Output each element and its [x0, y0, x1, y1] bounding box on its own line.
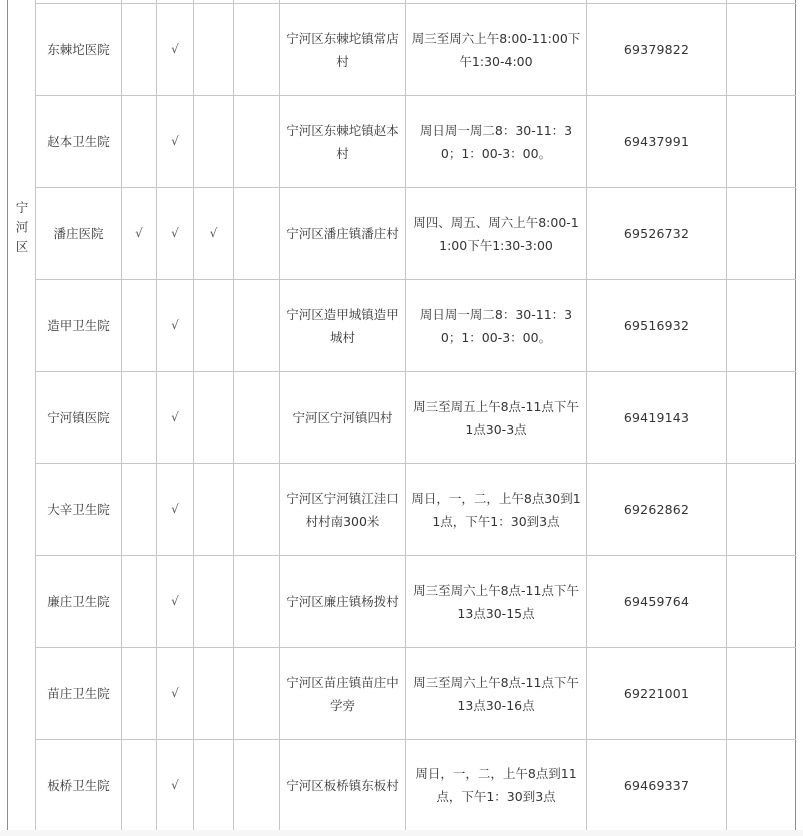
service-hours: 周日周一周二8：30-11：30；1：00-3：00。 — [419, 122, 573, 161]
service-hours: 周日，一，二，上午8点30到11点，下午1：30到3点 — [411, 490, 581, 529]
table-right-border — [795, 0, 796, 830]
column-divider — [233, 0, 234, 830]
phone-number[interactable]: 69221001 — [623, 686, 690, 701]
service-hours: 周日，一，二，上午8点到11点，下午1：30到3点 — [415, 766, 577, 804]
hospital-address: 宁河区苗庄镇苗庄中学旁 — [286, 674, 399, 713]
column-divider — [121, 0, 122, 830]
phone-number[interactable]: 69437991 — [623, 134, 690, 149]
hospital-address: 宁河区造甲城镇造甲城村 — [286, 306, 399, 345]
service-hours: 周三至周五上午8点-11点下午1点30-3点 — [413, 398, 579, 437]
service-hours: 周三至周六上午8点-11点下午13点30-15点 — [413, 582, 579, 621]
hospital-address: 宁河区板桥镇东板村 — [286, 777, 399, 793]
hospital-name: 板桥卫生院 — [47, 777, 110, 793]
hospital-name: 苗庄卫生院 — [47, 686, 110, 701]
service-check-mark: √ — [171, 318, 179, 332]
service-check-mark: √ — [171, 42, 179, 56]
service-check-mark: √ — [171, 226, 179, 240]
phone-number[interactable]: 69262862 — [623, 502, 690, 517]
column-divider — [726, 0, 727, 830]
hospital-name: 宁河镇医院 — [47, 410, 110, 425]
service-hours: 周三至周六上午8:00-11:00下午1:30-4:00 — [411, 30, 581, 69]
phone-number[interactable]: 69419143 — [623, 410, 690, 425]
service-check-mark: √ — [171, 502, 179, 516]
hospital-name: 大辛卫生院 — [47, 502, 110, 517]
district-cell: 宁河区 — [14, 200, 29, 260]
hospital-address: 宁河区宁河镇江洼口村村南300米 — [286, 490, 399, 529]
hospital-address: 宁河区廉庄镇杨拨村 — [286, 594, 399, 609]
hospital-address: 宁河区东棘坨镇赵本村 — [286, 122, 399, 161]
hospital-address: 宁河区宁河镇四村 — [292, 410, 393, 425]
service-hours: 周四、周五、周六上午8:00-11:00下午1:30-3:00 — [413, 214, 579, 253]
service-check-mark: √ — [209, 226, 218, 240]
service-check-mark: √ — [135, 226, 143, 240]
phone-number[interactable]: 69516932 — [623, 318, 690, 333]
hospital-name: 潘庄医院 — [53, 226, 104, 241]
phone-number[interactable]: 69526732 — [623, 226, 690, 241]
service-check-mark: √ — [171, 686, 179, 700]
hospital-name: 东棘坨医院 — [47, 42, 110, 57]
hospital-name: 赵本卫生院 — [47, 134, 110, 149]
phone-number[interactable]: 69469337 — [623, 777, 690, 793]
hospital-address: 宁河区东棘坨镇常店村 — [286, 30, 399, 69]
page-bottom-strip — [0, 830, 803, 836]
phone-number[interactable]: 69379822 — [623, 42, 690, 57]
hospital-name: 廉庄卫生院 — [47, 594, 110, 609]
hospital-name: 造甲卫生院 — [47, 318, 110, 333]
table-left-border — [7, 0, 8, 830]
phone-number[interactable]: 69459764 — [623, 594, 690, 609]
service-check-mark: √ — [171, 410, 179, 424]
service-hours: 周日周一周二8：30-11：30；1：00-3：00。 — [419, 306, 573, 345]
service-check-mark: √ — [171, 134, 179, 148]
service-hours: 周三至周六上午8点-11点下午13点30-16点 — [413, 674, 579, 713]
service-check-mark: √ — [171, 777, 179, 792]
service-check-mark: √ — [171, 594, 179, 608]
hospital-address: 宁河区潘庄镇潘庄村 — [286, 226, 399, 241]
column-divider — [193, 0, 194, 830]
